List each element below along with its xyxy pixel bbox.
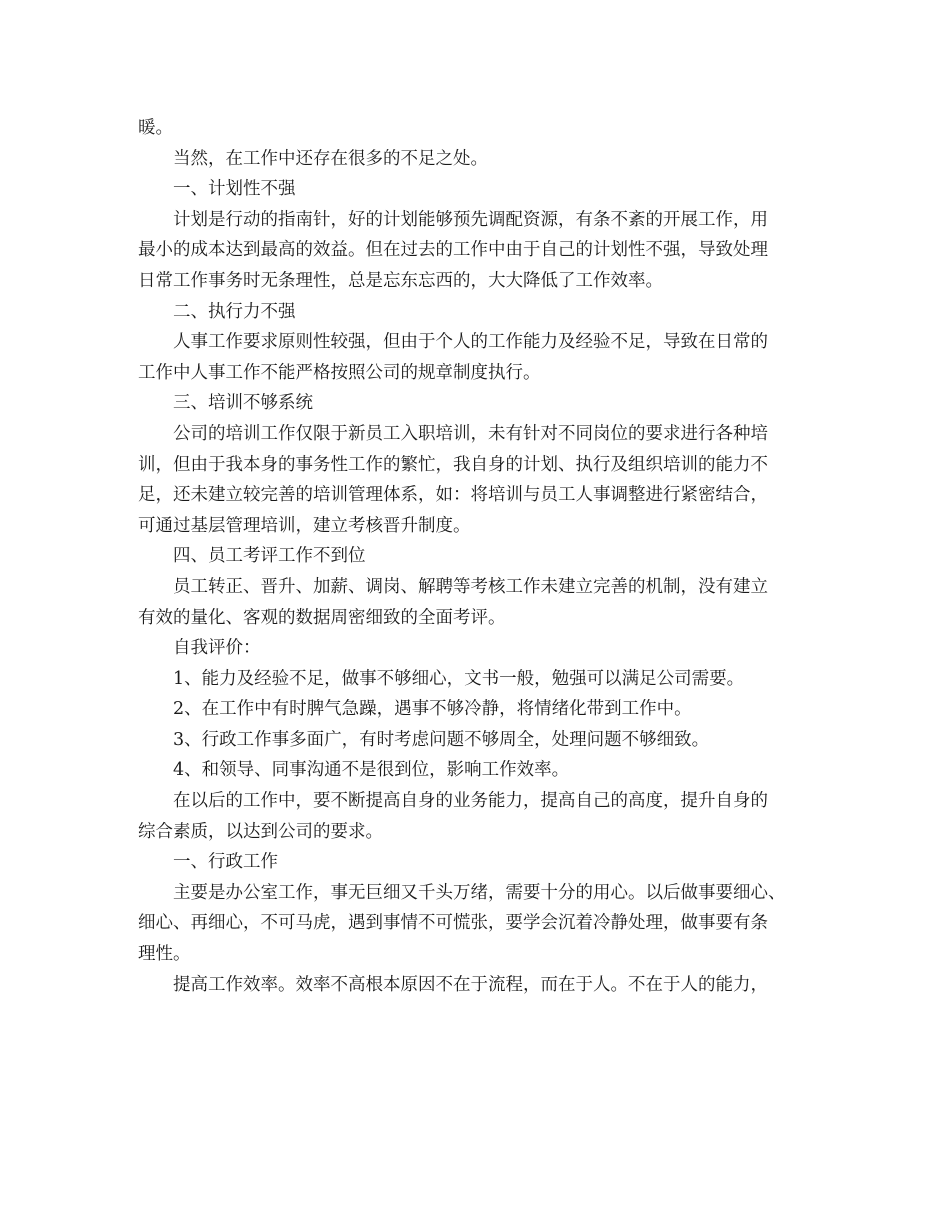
text-line: 足，还未建立较完善的培训管理体系，如：将培训与员工人事调整进行紧密结合， — [138, 485, 768, 506]
text-line: 主要是办公室工作，事无巨细又千头万绪，需要十分的用心。以后做事要细心、 — [173, 882, 786, 903]
section-heading: 一、行政工作 — [173, 852, 278, 873]
text-line: 在以后的工作中，要不断提高自身的业务能力，提高自己的高度，提升自身的 — [173, 791, 768, 812]
section-heading: 二、执行力不强 — [173, 301, 296, 322]
document-body — [138, 113, 818, 1000]
text-line: 训，但由于我本身的事务性工作的繁忙，我自身的计划、执行及组织培训的能力不 — [138, 454, 768, 475]
text-line: 细心、再细心，不可马虎，遇到事情不可慌张，要学会沉着冷静处理，做事要有条 — [138, 913, 768, 934]
text-line: 提高工作效率。效率不高根本原因不在于流程，而在于人。不在于人的能力， — [173, 974, 768, 995]
section-heading: 四、员工考评工作不到位 — [173, 546, 366, 567]
text-line: 综合素质，以达到公司的要求。 — [138, 821, 383, 842]
list-item: 2、在工作中有时脾气急躁，遇事不够冷静，将情绪化带到工作中。 — [173, 699, 692, 720]
text-line: 公司的培训工作仅限于新员工入职培训，未有针对不同岗位的要求进行各种培 — [173, 423, 768, 444]
text-line: 日常工作事务时无条理性，总是忘东忘西的，大大降低了工作效率。 — [138, 270, 663, 291]
list-item: 1、能力及经验不足，做事不够细心，文书一般，勉强可以满足公司需要。 — [173, 668, 745, 689]
section-heading: 三、培训不够系统 — [173, 393, 313, 414]
text-line: 人事工作要求原则性较强，但由于个人的工作能力及经验不足，导致在日常的 — [173, 332, 768, 353]
text-line: 当然，在工作中还存在很多的不足之处。 — [173, 148, 488, 169]
text-line: 有效的量化、客观的数据周密细致的全面考评。 — [138, 607, 506, 628]
text-line: 最小的成本达到最高的效益。但在过去的工作中由于自己的计划性不强，导致处理 — [138, 240, 768, 261]
section-heading: 一、计划性不强 — [173, 179, 296, 200]
text-line: 理性。 — [138, 944, 191, 965]
text-line: 可通过基层管理培训，建立考核晋升制度。 — [138, 515, 471, 536]
text-line: 员工转正、晋升、加薪、调岗、解聘等考核工作未建立完善的机制，没有建立 — [173, 576, 768, 597]
list-item: 4、和领导、同事沟通不是很到位，影响工作效率。 — [173, 760, 570, 781]
list-item: 3、行政工作事多面广，有时考虑问题不够周全，处理问题不够细致。 — [173, 729, 710, 750]
text-line: 暖。 — [138, 118, 173, 138]
text-line: 工作中人事工作不能严格按照公司的规章制度执行。 — [138, 362, 541, 383]
section-heading: 自我评价： — [173, 638, 261, 659]
text-line: 计划是行动的指南针，好的计划能够预先调配资源，有条不紊的开展工作，用 — [173, 209, 768, 230]
